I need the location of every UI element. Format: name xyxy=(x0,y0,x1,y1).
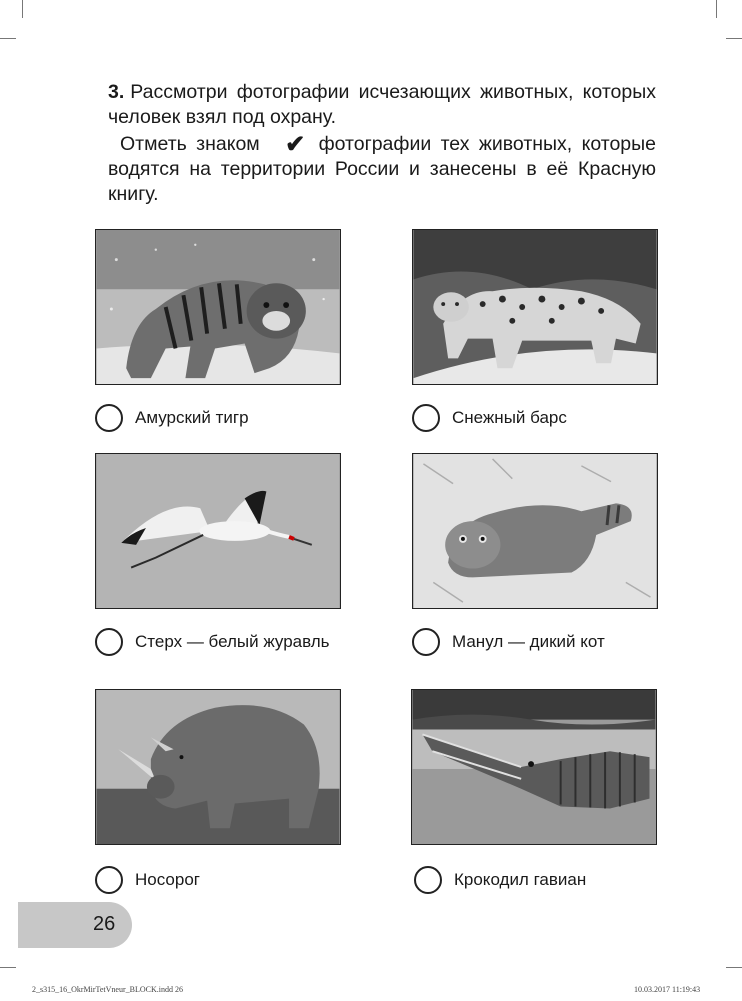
footer-timestamp: 10.03.2017 11:19:43 xyxy=(634,985,701,994)
gavial-photo xyxy=(411,689,657,845)
option-item xyxy=(412,404,567,432)
crop-mark xyxy=(0,967,16,968)
option-label: Манул — дикий кот xyxy=(452,632,605,651)
option-item xyxy=(95,628,330,656)
option-label: Крокодил гавиан xyxy=(454,870,587,889)
crop-mark xyxy=(716,0,717,18)
crop-mark xyxy=(726,967,742,968)
page-number: 26 xyxy=(93,913,116,935)
answer-checkbox[interactable] xyxy=(95,404,123,432)
task-text xyxy=(108,80,656,207)
footer-filename: 2_s315_16_OkrMirTetVneur_BLOCK.indd 26 xyxy=(32,985,183,994)
option-label: Амурский тигр xyxy=(135,408,249,427)
tiger-photo xyxy=(95,229,341,385)
option-label: Снежный барс xyxy=(452,408,567,427)
crop-mark xyxy=(0,38,16,39)
rhino-photo xyxy=(95,689,341,845)
option-item xyxy=(414,866,586,894)
task-line2-after: фотографии тех животных, которые водятся на территории России и занесены в её Красную книгу. xyxy=(108,133,657,205)
task-line1: Рассмотри фотографии исчезающих животных, которых человек взял под охрану. xyxy=(108,81,656,128)
crane-photo xyxy=(95,453,341,609)
answer-checkbox[interactable] xyxy=(412,628,440,656)
answer-checkbox[interactable] xyxy=(95,866,123,894)
option-item xyxy=(95,404,249,432)
crop-mark xyxy=(726,38,742,39)
task-line2-before: Отметь знаком xyxy=(120,133,260,155)
answer-checkbox[interactable] xyxy=(414,866,442,894)
option-label: Стерх — белый журавль xyxy=(135,632,330,651)
check-mark-icon: ✔ xyxy=(285,131,306,158)
answer-checkbox[interactable] xyxy=(95,628,123,656)
answer-checkbox[interactable] xyxy=(412,404,440,432)
task-number: 3. xyxy=(108,81,125,103)
option-label: Носорог xyxy=(135,870,200,889)
manul-photo xyxy=(412,453,658,609)
snow-leopard-photo xyxy=(412,229,658,385)
option-item xyxy=(412,628,605,656)
crop-mark xyxy=(22,0,23,18)
option-item xyxy=(95,866,200,894)
